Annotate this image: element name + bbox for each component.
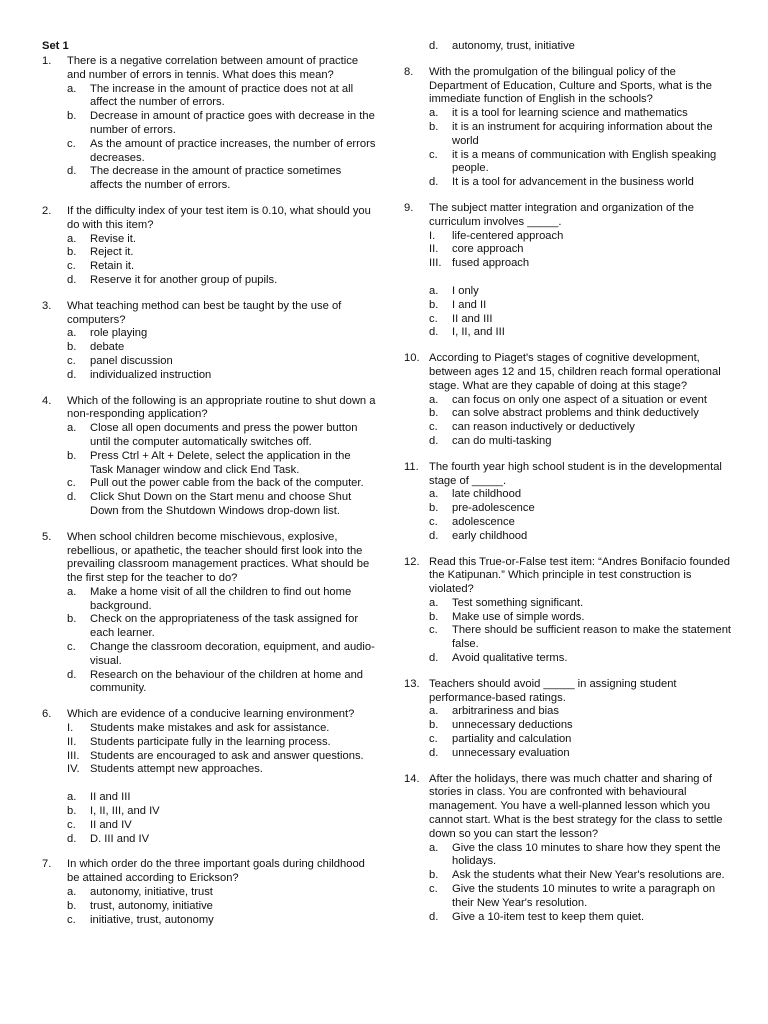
option-letter: c. bbox=[67, 818, 76, 831]
option-text: arbitrariness and bias bbox=[452, 705, 559, 718]
question bbox=[42, 531, 376, 697]
option-letter: d. bbox=[67, 668, 77, 681]
roman-numeral: I. bbox=[67, 722, 74, 735]
question-text: If the difficulty index of your test item is 0.10, what should you do with this item? bbox=[67, 204, 371, 231]
option-letter: b. bbox=[429, 869, 439, 882]
question bbox=[404, 556, 734, 666]
question bbox=[404, 352, 734, 449]
option-text: it is an instrument for acquiring information about the world bbox=[452, 120, 713, 147]
question-number: 8. bbox=[404, 65, 414, 78]
answer-option bbox=[429, 733, 734, 747]
option-letter: b. bbox=[429, 298, 439, 311]
question-number: 3. bbox=[42, 299, 52, 312]
option-text: Check on the appropriateness of the task assigned for each learner. bbox=[90, 613, 359, 640]
option-letter: d. bbox=[67, 832, 77, 845]
roman-item bbox=[67, 736, 376, 750]
question bbox=[42, 858, 376, 927]
answer-option bbox=[429, 299, 734, 313]
right-column bbox=[404, 40, 734, 936]
roman-numeral: II. bbox=[67, 735, 77, 748]
right-question-list bbox=[404, 40, 734, 924]
option-letter: a. bbox=[429, 284, 439, 297]
spacer bbox=[429, 271, 734, 285]
question-text: Which of the following is an appropriate routine to shut down a non-responding application? bbox=[67, 394, 376, 421]
option-letter: a. bbox=[429, 488, 439, 501]
left-question-list bbox=[42, 55, 376, 927]
option-letter: a. bbox=[67, 82, 77, 95]
roman-item-text: Students participate fully in the learning process. bbox=[90, 735, 331, 748]
question-number: 1. bbox=[42, 55, 52, 67]
answer-option bbox=[429, 107, 734, 121]
roman-item bbox=[429, 230, 734, 244]
option-letter: b. bbox=[67, 110, 77, 123]
roman-item bbox=[429, 257, 734, 271]
question-text: The subject matter integration and organization of the curriculum involves _____. bbox=[429, 201, 694, 228]
roman-numeral: III. bbox=[67, 749, 80, 762]
option-text: Research on the behaviour of the children at home and community. bbox=[90, 668, 364, 695]
answer-option bbox=[429, 149, 734, 177]
roman-numeral: IV. bbox=[67, 763, 80, 776]
option-text: I, II, and III bbox=[452, 326, 505, 339]
answer-option bbox=[429, 611, 734, 625]
answer-option bbox=[67, 669, 376, 697]
question-number: 6. bbox=[42, 708, 52, 721]
option-letter: b. bbox=[67, 805, 77, 818]
question-number: 5. bbox=[42, 530, 52, 543]
options-list bbox=[67, 422, 376, 519]
question bbox=[404, 678, 734, 761]
option-text: II and III bbox=[452, 312, 493, 325]
roman-item-text: life-centered approach bbox=[452, 229, 564, 242]
answer-option bbox=[429, 435, 734, 449]
option-letter: b. bbox=[429, 407, 439, 420]
answer-option bbox=[67, 355, 376, 369]
question-number: 10. bbox=[404, 352, 420, 365]
option-text: it is a tool for learning science and mathematics bbox=[452, 107, 688, 120]
option-letter: a. bbox=[67, 791, 77, 804]
option-letter: b. bbox=[429, 719, 439, 732]
option-text: Make use of simple words. bbox=[452, 610, 585, 623]
option-letter: c. bbox=[67, 913, 76, 926]
question-number: 9. bbox=[404, 201, 414, 214]
question bbox=[404, 66, 734, 190]
option-letter: a. bbox=[67, 232, 77, 245]
roman-item-text: Students are encouraged to ask and answer questions. bbox=[90, 749, 364, 762]
option-text: The decrease in the amount of practice sometimes affects the number of errors. bbox=[90, 165, 342, 192]
option-letter: b. bbox=[67, 613, 77, 626]
option-letter: b. bbox=[67, 899, 77, 912]
option-text: I and II bbox=[452, 298, 487, 311]
question-number: 7. bbox=[42, 858, 52, 871]
answer-option bbox=[429, 705, 734, 719]
option-letter: c. bbox=[429, 624, 438, 637]
option-letter: d. bbox=[67, 368, 77, 381]
option-text: autonomy, trust, initiative bbox=[452, 40, 575, 52]
roman-item bbox=[67, 750, 376, 764]
answer-option bbox=[429, 842, 734, 870]
answer-option bbox=[67, 83, 376, 111]
option-text: adolescence bbox=[452, 515, 515, 528]
answer-option bbox=[67, 260, 376, 274]
question-text: According to Piaget's stages of cognitive development, between ages 12 and 15, children reach formal operational stage. What are they capable of doing at this stage? bbox=[429, 352, 721, 392]
option-letter: c. bbox=[429, 148, 438, 161]
answer-option bbox=[429, 652, 734, 666]
answer-option bbox=[67, 110, 376, 138]
option-letter: d. bbox=[429, 40, 439, 52]
option-letter: b. bbox=[429, 120, 439, 133]
option-text: autonomy, initiative, trust bbox=[90, 886, 213, 899]
answer-option bbox=[429, 911, 734, 925]
question-text: After the holidays, there was much chatter and sharing of stories in class. You are confronted with behavioural management. You have a well-planned lesson which you cannot start. What is the best strategy for the class to settle down so you can start the lesson? bbox=[429, 772, 723, 840]
answer-option bbox=[67, 341, 376, 355]
option-letter: c. bbox=[67, 260, 76, 273]
option-letter: a. bbox=[67, 585, 77, 598]
answer-option bbox=[429, 313, 734, 327]
option-letter: a. bbox=[429, 841, 439, 854]
answer-option bbox=[67, 450, 376, 478]
answer-option bbox=[429, 121, 734, 149]
spacer bbox=[67, 777, 376, 791]
question-text: Read this True-or-False test item: “Andres Bonifacio founded the Katipunan.” Which principle in test construction is violated? bbox=[429, 555, 730, 596]
option-text: I only bbox=[452, 284, 479, 297]
answer-option bbox=[429, 40, 734, 54]
option-text: As the amount of practice increases, the number of errors decreases. bbox=[90, 137, 376, 164]
option-text: trust, autonomy, initiative bbox=[90, 899, 213, 912]
answer-option bbox=[67, 819, 376, 833]
answer-option bbox=[67, 233, 376, 247]
option-text: panel discussion bbox=[90, 354, 173, 367]
option-letter: c. bbox=[429, 883, 438, 896]
options-list bbox=[67, 586, 376, 696]
option-text: There should be sufficient reason to make the statement false. bbox=[452, 624, 732, 651]
option-letter: c. bbox=[429, 312, 438, 325]
answer-option bbox=[67, 369, 376, 383]
roman-numeral: II. bbox=[429, 243, 439, 256]
question bbox=[42, 205, 376, 288]
answer-option bbox=[67, 138, 376, 166]
option-text: debate bbox=[90, 341, 125, 354]
answer-option bbox=[429, 747, 734, 761]
option-letter: d. bbox=[429, 326, 439, 339]
question-text: Teachers should avoid _____ in assigning student performance-based ratings. bbox=[429, 677, 677, 704]
option-text: D. III and IV bbox=[90, 832, 150, 845]
option-text: Give a 10-item test to keep them quiet. bbox=[452, 910, 645, 923]
option-text: it is a means of communication with English speaking people. bbox=[452, 148, 717, 175]
option-letter: b. bbox=[429, 610, 439, 623]
option-letter: a. bbox=[429, 393, 439, 406]
answer-option bbox=[429, 719, 734, 733]
option-text: Press Ctrl + Alt + Delete, select the application in the Task Manager window and click End Task. bbox=[90, 449, 351, 476]
answer-option bbox=[429, 516, 734, 530]
option-text: I, II, III, and IV bbox=[90, 805, 160, 818]
options-list bbox=[429, 842, 734, 925]
set-title: Set 1 bbox=[42, 40, 69, 52]
options-list bbox=[429, 488, 734, 543]
option-text: unnecessary evaluation bbox=[452, 746, 570, 759]
question-text: What teaching method can best be taught by the use of computers? bbox=[67, 299, 342, 326]
roman-item-text: Students make mistakes and ask for assistance. bbox=[90, 722, 330, 735]
option-text: late childhood bbox=[452, 488, 522, 501]
answer-option bbox=[429, 176, 734, 190]
answer-option bbox=[67, 805, 376, 819]
question bbox=[42, 300, 376, 383]
answer-option bbox=[429, 502, 734, 516]
option-letter: b. bbox=[429, 502, 439, 515]
answer-option bbox=[67, 246, 376, 260]
question-text: The fourth year high school student is in the developmental stage of _____. bbox=[429, 460, 722, 487]
option-text: Revise it. bbox=[90, 232, 137, 245]
option-text: can reason inductively or deductively bbox=[452, 421, 635, 434]
answer-option bbox=[429, 285, 734, 299]
option-text: partiality and calculation bbox=[452, 733, 572, 746]
answer-option bbox=[67, 274, 376, 288]
question-number: 11. bbox=[404, 460, 419, 473]
options-list bbox=[67, 886, 376, 927]
answer-option bbox=[429, 624, 734, 652]
option-letter: a. bbox=[67, 422, 77, 435]
roman-item bbox=[429, 243, 734, 257]
option-text: Make a home visit of all the children to find out home background. bbox=[90, 585, 352, 612]
option-text: Give the class 10 minutes to share how they spent the holidays. bbox=[452, 841, 721, 868]
option-text: Click Shut Down on the Start menu and choose Shut Down from the Shutdown Windows drop-down list. bbox=[90, 491, 352, 517]
option-letter: c. bbox=[429, 733, 438, 746]
option-letter: c. bbox=[67, 641, 76, 654]
option-text: Close all open documents and press the power button until the computer automatically switches off. bbox=[90, 422, 358, 448]
question bbox=[404, 202, 734, 340]
option-letter: a. bbox=[429, 705, 439, 718]
option-letter: d. bbox=[429, 176, 439, 189]
options-list bbox=[429, 107, 734, 190]
option-letter: c. bbox=[429, 515, 438, 528]
options-list bbox=[67, 722, 376, 846]
options-list bbox=[429, 597, 734, 666]
answer-option bbox=[67, 641, 376, 669]
roman-item-text: fused approach bbox=[452, 257, 530, 270]
option-text: It is a tool for advancement in the business world bbox=[452, 176, 694, 189]
question-number: 14. bbox=[404, 772, 420, 785]
option-text: Pull out the power cable from the back of the computer. bbox=[90, 477, 364, 490]
answer-option bbox=[429, 883, 734, 911]
option-text: Retain it. bbox=[90, 260, 135, 273]
option-letter: a. bbox=[67, 886, 77, 899]
question bbox=[404, 40, 734, 54]
option-letter: c. bbox=[67, 477, 76, 490]
options-list bbox=[429, 230, 734, 341]
question bbox=[404, 461, 734, 544]
option-letter: b. bbox=[67, 341, 77, 354]
option-text: Decrease in amount of practice goes with decrease in the number of errors. bbox=[90, 110, 375, 136]
option-text: role playing bbox=[90, 327, 148, 340]
answer-option bbox=[429, 421, 734, 435]
options-list bbox=[67, 233, 376, 288]
roman-item bbox=[67, 722, 376, 736]
question bbox=[42, 395, 376, 519]
question-text: Which are evidence of a conducive learning environment? bbox=[67, 708, 355, 721]
options-list bbox=[429, 394, 734, 449]
options-list bbox=[429, 40, 734, 54]
option-letter: c. bbox=[67, 137, 76, 150]
answer-option bbox=[429, 326, 734, 340]
option-letter: a. bbox=[429, 107, 439, 120]
option-text: II and IV bbox=[90, 818, 132, 831]
answer-option bbox=[67, 491, 376, 519]
option-text: Test something significant. bbox=[452, 596, 584, 609]
answer-option bbox=[429, 394, 734, 408]
answer-option bbox=[429, 869, 734, 883]
option-text: Avoid qualitative terms. bbox=[452, 652, 568, 665]
option-text: Reserve it for another group of pupils. bbox=[90, 273, 278, 286]
option-text: early childhood bbox=[452, 529, 528, 542]
answer-option bbox=[67, 914, 376, 928]
question-text: With the promulgation of the bilingual policy of the Department of Education, Culture and Sports, what is the immediate function of English in the schools? bbox=[429, 65, 712, 106]
option-text: pre-adolescence bbox=[452, 502, 535, 515]
option-letter: d. bbox=[429, 910, 439, 923]
option-letter: d. bbox=[429, 652, 439, 665]
option-letter: d. bbox=[429, 434, 439, 447]
left-column bbox=[42, 40, 376, 939]
option-text: initiative, trust, autonomy bbox=[90, 913, 214, 926]
answer-option bbox=[67, 900, 376, 914]
option-letter: a. bbox=[429, 596, 439, 609]
answer-option bbox=[429, 530, 734, 544]
option-text: individualized instruction bbox=[90, 368, 212, 381]
answer-option bbox=[67, 613, 376, 641]
question-number: 12. bbox=[404, 555, 420, 568]
option-letter: b. bbox=[67, 449, 77, 462]
option-text: can do multi-tasking bbox=[452, 434, 552, 447]
option-text: II and III bbox=[90, 791, 131, 804]
answer-option bbox=[67, 586, 376, 614]
answer-option bbox=[429, 488, 734, 502]
option-letter: d. bbox=[429, 746, 439, 759]
option-letter: a. bbox=[67, 327, 77, 340]
options-list bbox=[67, 327, 376, 382]
question-text: In which order do the three important goals during childhood be attained according to Erickson? bbox=[67, 858, 365, 885]
answer-option bbox=[67, 422, 376, 450]
answer-option bbox=[67, 165, 376, 193]
answer-option bbox=[429, 597, 734, 611]
option-letter: d. bbox=[429, 529, 439, 542]
question-number: 2. bbox=[42, 204, 52, 217]
answer-option bbox=[67, 791, 376, 805]
option-letter: d. bbox=[67, 491, 77, 504]
answer-option bbox=[67, 833, 376, 847]
answer-option bbox=[429, 407, 734, 421]
option-text: Reject it. bbox=[90, 246, 134, 259]
option-letter: d. bbox=[67, 273, 77, 286]
option-letter: c. bbox=[67, 354, 76, 367]
question-number: 4. bbox=[42, 394, 52, 407]
option-text: Give the students 10 minutes to write a paragraph on their New Year's resolution. bbox=[452, 883, 716, 909]
answer-option bbox=[67, 477, 376, 491]
options-list bbox=[429, 705, 734, 760]
option-letter: c. bbox=[429, 421, 438, 434]
question-text: When school children become mischievous, explosive, rebellious, or apathetic, the teacher should first look into the prevailing classroom management practices. What should be the first step for the teacher to do? bbox=[67, 530, 370, 585]
option-text: Change the classroom decoration, equipment, and audio-visual. bbox=[90, 641, 375, 667]
question bbox=[42, 708, 376, 846]
option-text: unnecessary deductions bbox=[452, 719, 573, 732]
question-text: There is a negative correlation between amount of practice and number of errors in tennis. What does this mean? bbox=[67, 55, 359, 81]
option-text: can solve abstract problems and think deductively bbox=[452, 407, 699, 420]
roman-numeral: I. bbox=[429, 229, 436, 242]
question bbox=[404, 773, 734, 925]
option-text: can focus on only one aspect of a situation or event bbox=[452, 393, 707, 406]
option-text: The increase in the amount of practice does not at all affect the number of errors. bbox=[90, 82, 354, 109]
answer-option bbox=[67, 327, 376, 341]
option-text: Ask the students what their New Year's resolutions are. bbox=[452, 869, 725, 882]
options-list bbox=[67, 83, 376, 193]
option-letter: b. bbox=[67, 246, 77, 259]
roman-item-text: core approach bbox=[452, 243, 524, 256]
roman-numeral: III. bbox=[429, 257, 442, 270]
question bbox=[42, 55, 376, 193]
answer-option bbox=[67, 886, 376, 900]
option-letter: d. bbox=[67, 165, 77, 178]
roman-item bbox=[67, 763, 376, 777]
question-number: 13. bbox=[404, 677, 420, 690]
roman-item-text: Students attempt new approaches. bbox=[90, 763, 263, 776]
